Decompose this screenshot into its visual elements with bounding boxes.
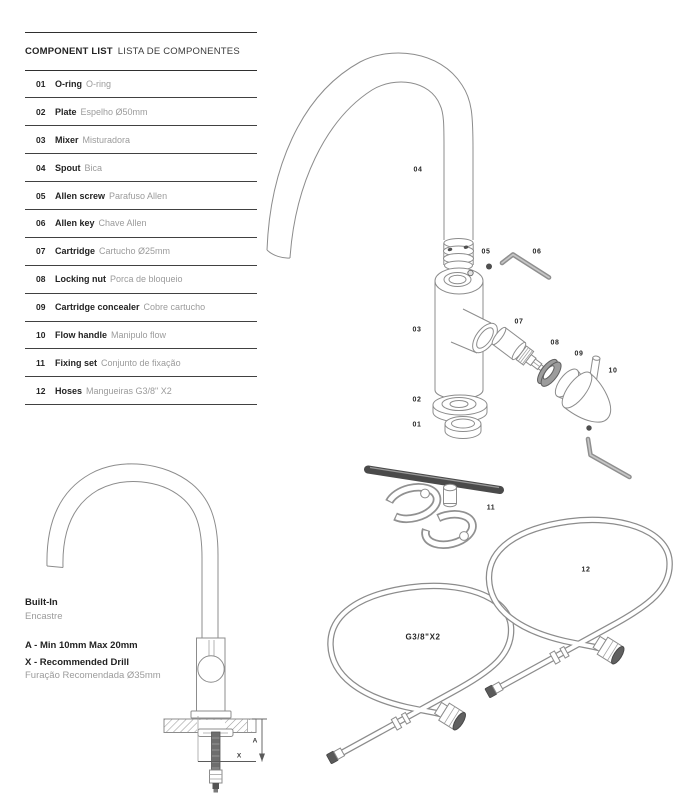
component-name-en: Hoses [55,385,83,396]
component-row-02 [25,98,257,126]
component-name-pt: Parafuso Allen [109,190,168,201]
component-name-pt: Cartucho Ø25mm [99,246,171,257]
component-name-pt: O-ring [86,78,112,89]
hose-drawing-left [326,586,511,764]
hose-drawing-right [485,520,670,698]
component-number: 05 [36,190,46,201]
component-list-header [25,33,257,71]
component-row-05 [25,182,257,210]
component-row-09 [25,294,257,322]
component-name-en: Cartridge [55,246,96,257]
component-name-pt: Espelho Ø50mm [80,106,148,117]
component-name-pt: Mangueiras G3/8" X2 [86,385,172,396]
cartridge-drawing [490,326,548,377]
component-name-pt: Bica [84,162,103,173]
part-label-11: 11 [486,504,496,512]
component-name-en: Mixer [55,134,79,145]
component-name-en: Allen key [55,218,95,229]
component-number: 12 [36,385,46,396]
install-type-en: Built-In [25,597,58,608]
component-row-11 [25,349,257,377]
hose-size-label: G3/8"X2 [405,632,441,642]
install-type-pt: Encastre [25,610,63,622]
component-name-en: Cartridge concealer [55,302,140,313]
component-row-01 [25,71,257,99]
component-name-pt: Porca de bloqueio [110,274,183,285]
component-number: 06 [36,218,46,229]
allen-key-drawing [502,255,549,278]
component-number: 09 [36,302,46,313]
part-label-07: 07 [514,318,524,326]
handle-allen-key-drawing [588,439,630,477]
component-name-pt: Chave Allen [98,218,147,229]
fixing-set-drawing [368,468,500,550]
component-list [25,32,257,405]
dimension-note: A - Min 10mm Max 20mm [25,640,138,651]
component-number: 07 [36,246,46,257]
component-name-en: Spout [55,162,81,173]
mixer-drawing [435,268,502,399]
spout-drawing [267,53,474,270]
part-label-01: 01 [412,421,422,429]
part-label-08: 08 [550,339,560,347]
part-label-03: 03 [412,326,422,334]
component-name-pt: Misturadora [82,134,131,145]
component-number: 02 [36,106,46,117]
component-number: 01 [36,78,46,89]
part-label-12: 12 [581,566,591,574]
handle-set-screw-drawing [586,425,591,430]
install-notes [25,596,161,683]
component-list-title-pt: LISTA DE COMPONENTES [117,45,240,57]
component-number: 11 [36,357,45,368]
component-name-en: Allen screw [55,190,106,201]
component-number: 04 [36,162,46,173]
allen-screw-drawing [486,264,492,270]
component-number: 03 [36,134,46,145]
component-name-en: Fixing set [55,357,98,368]
part-label-09: 09 [574,350,584,358]
component-name-en: Locking nut [55,274,106,285]
component-row-04 [25,154,257,182]
part-label-05: 05 [481,248,491,256]
component-name-en: Plate [55,106,77,117]
component-list-title: COMPONENT LIST [25,45,113,57]
part-label-10: 10 [608,367,618,375]
part-label-06: 06 [532,248,542,256]
o-ring-drawing [445,417,481,439]
component-number: 10 [36,329,46,340]
part-label-02: 02 [412,396,422,404]
dimension-label-a: A [252,737,258,745]
component-name-pt: Manipulo flow [111,329,167,340]
component-name-en: O-ring [55,78,82,89]
component-row-08 [25,266,257,294]
component-row-07 [25,238,257,266]
component-name-pt: Conjunto de fixação [101,357,181,368]
component-row-03 [25,126,257,154]
component-number: 08 [36,274,46,285]
component-name-pt: Cobre cartucho [143,302,206,313]
component-row-10 [25,322,257,350]
drill-note-pt: Furação Recomendada Ø35mm [25,670,161,681]
component-name-en: Flow handle [55,329,108,340]
dimension-label-x: X [236,752,242,760]
component-row-06 [25,210,257,238]
part-label-04: 04 [413,166,423,174]
component-row-12 [25,377,257,405]
drill-note-en: X - Recommended Drill [25,656,129,668]
